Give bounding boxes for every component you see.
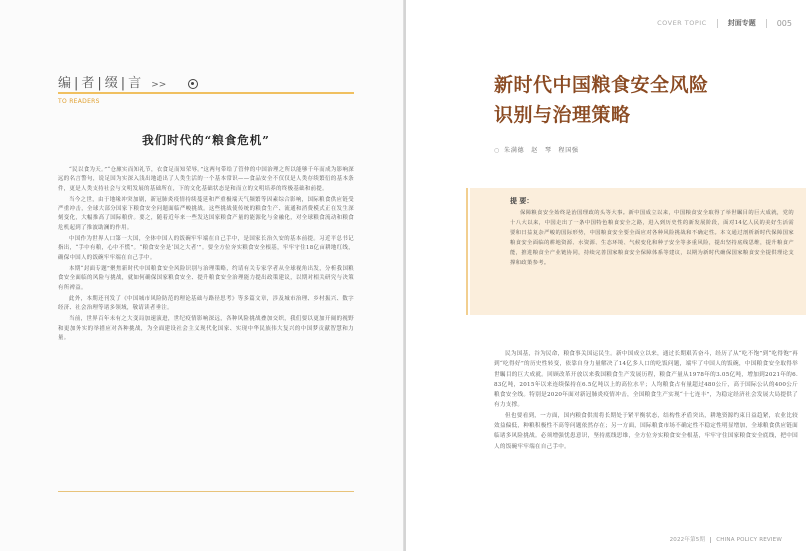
editor-note-header bbox=[58, 72, 354, 91]
paragraph: 当今之世，由于地缘冲突加剧，新冠肺炎疫情持续蔓延和严重极端天气频繁等因素综合影响，国际粮食供应链受严重冲击，全球大部分国家下粮食安全问题面临严峻挑战。这些挑战使传统的粮食生产、流通和消费模式正在发生深刻变化，大幅推高了国际粮价。要之，随着近年来一些发达国家粮食产量的能源化与金融化，对全球粮食流动和粮食危机起到了推波助澜的作用。 bbox=[58, 196, 354, 231]
paragraph: 本期“封面专题”聚焦新时代中国粮食安全风险识别与治理策略，约请有关专家学者从全球视角出发，分析我国粮食安全面临的风险与挑战，就如何确保国家粮食安全、提升粮食安全治理能力提出政策建议，以期对相关研究与决策有所裨益。 bbox=[58, 265, 354, 291]
header-rule bbox=[58, 92, 354, 94]
editor-note-title: 编|者|缀|言 bbox=[58, 76, 145, 91]
page-number: 005 bbox=[776, 18, 792, 28]
bullet-icon: ○ bbox=[494, 147, 501, 154]
right-page bbox=[406, 0, 810, 551]
main-title bbox=[494, 70, 794, 130]
paragraph: 此外，本期还刊发了《中国城市风险防范的理论基础与路径思考》等多篇文章，涉及城市治理、乡村振兴、数字经济、社会治理等诸多领域，敬请读者垂注。 bbox=[58, 295, 354, 312]
article-body bbox=[494, 349, 798, 452]
abstract-accent bbox=[466, 188, 468, 315]
page-footer bbox=[670, 535, 782, 543]
paragraph: 但也要看到，一方面，国内粮食供需将长期处于紧平衡状态，结构性矛盾突出，耕地资源约束日益趋紧，农业比较效益偏低，种粮积极性不高等问题依然存在；另一方面，国际粮食市场不确定性不稳定性明显增加，全球粮食供应链面临诸多风险挑战。必须增强忧患意识，坚持底线思维，全方位夯实粮食安全根基，牢牢守住国家粮食安全底线，把中国人的饭碗牢牢端在自己手中。 bbox=[494, 412, 798, 450]
paragraph: 中国作为世界人口第一大国，全体中国人的饭碗牢牢端在自己手中，是国家长治久安的基本前提。习近平总书记指出，“手中有粮，心中不慌”。“粮食安全是‘国之大者’”。要全方位夯实粮食安全根基，牢牢守住18亿亩耕地红线，确保中国人的饭碗牢牢端在自己手中。 bbox=[58, 236, 354, 261]
journal-name: CHINA POLICY REVIEW bbox=[716, 537, 782, 543]
paragraph: 当前，世界百年未有之大变局加速演进，世纪疫情影响深远，各种风险挑战叠加交织，我们要以更加开阔的视野和更加务实的举措应对各种挑战，为全面建设社会主义现代化国家、实现中华民族伟大复兴的中国梦贡献智慧和力量。 bbox=[58, 316, 354, 342]
article-title: 我们时代的“粮食危机” bbox=[142, 133, 270, 147]
running-header bbox=[657, 18, 792, 28]
editor-note-subtitle: TO READERS bbox=[58, 98, 100, 105]
authors: 朱满德 赵 琴 程国强 bbox=[504, 147, 579, 154]
header-divider bbox=[766, 19, 767, 28]
paragraph: 民为国基，谷为民命，粮食事关国运民生。新中国成立以来，通过长期艰苦奋斗，经历了从“吃不饱”到“吃得饱”再到“吃得好”的历史性转变，依靠自身力量解决了14亿多人口的吃饭问题，端牢了中国人的饭碗，中国粮食安全取得举世瞩目的巨大成就。回顾改革开放以来我国粮食生产发展历程，粮食产量从1978年的3.05亿吨，增加到2021年的6.83亿吨，2015年以来连续保持在6.5亿吨以上的高位水平；人均粮食占有量超过480公斤，高于国际公认的400公斤粮食安全线。特别是2020年面对新冠肺炎疫情冲击，全国粮食生产实现“十七连丰”，为稳定经济社会发展大局提供了有力支撑。 bbox=[494, 351, 798, 409]
footer-rule bbox=[58, 491, 354, 492]
editor-note-body bbox=[58, 166, 354, 345]
issue-label: 2022年第5期 bbox=[669, 537, 706, 543]
author-line bbox=[494, 145, 579, 154]
title-line: 识别与治理策略 bbox=[494, 104, 631, 126]
cover-topic-label: COVER TOPIC bbox=[657, 19, 707, 27]
left-page bbox=[0, 0, 404, 551]
title-line: 新时代中国粮食安全风险 bbox=[494, 74, 709, 96]
abstract-label: 提 要： bbox=[510, 196, 534, 205]
editor-note-arrows: >> bbox=[151, 80, 167, 90]
cursor-icon bbox=[188, 79, 198, 89]
footer-divider bbox=[710, 537, 711, 543]
section-label: 封面专题 bbox=[727, 19, 756, 27]
abstract-text: 保障粮食安全始终是治国理政的头等大事。新中国成立以来，中国粮食安全取得了举世瞩目的巨大成就，党的十八大以来，中国走出了一条中国特色粮食安全之路，进入到历史性的新发展阶段，面对14亿人民的美好生活需要和日益复杂严峻的国际形势，中国粮食安全要全面应对各种风险挑战和不确定性。本文通过剖析新时代保障国家粮食安全面临的耕地资源、水资源、生态环境、气候变化和种子安全等多重风险，提出坚持底线思维，提升粮食产能，推进粮食全产业链协同，持续完善国家粮食安全保障体系等建议，以期为新时代确保国家粮食安全提供理论支撑和政策参考。 bbox=[510, 210, 794, 266]
abstract-box bbox=[470, 188, 806, 315]
paragraph: “民以食为天。”“仓廪实而知礼节，衣食足而知荣辱。”这两句带给了管仲的中国治理之所以能够千年而成为影响深远的名言警句，说足国为实深入浅出地道出了人类生活的一个基本常识——食品安全不仅仅是人类存续繁衍的基本条件，更是人类支持社会与文明发展的基础所在，下的文化基础状态是和而立的文明培养的终极基础和前提。 bbox=[58, 167, 354, 192]
header-divider bbox=[717, 19, 718, 28]
